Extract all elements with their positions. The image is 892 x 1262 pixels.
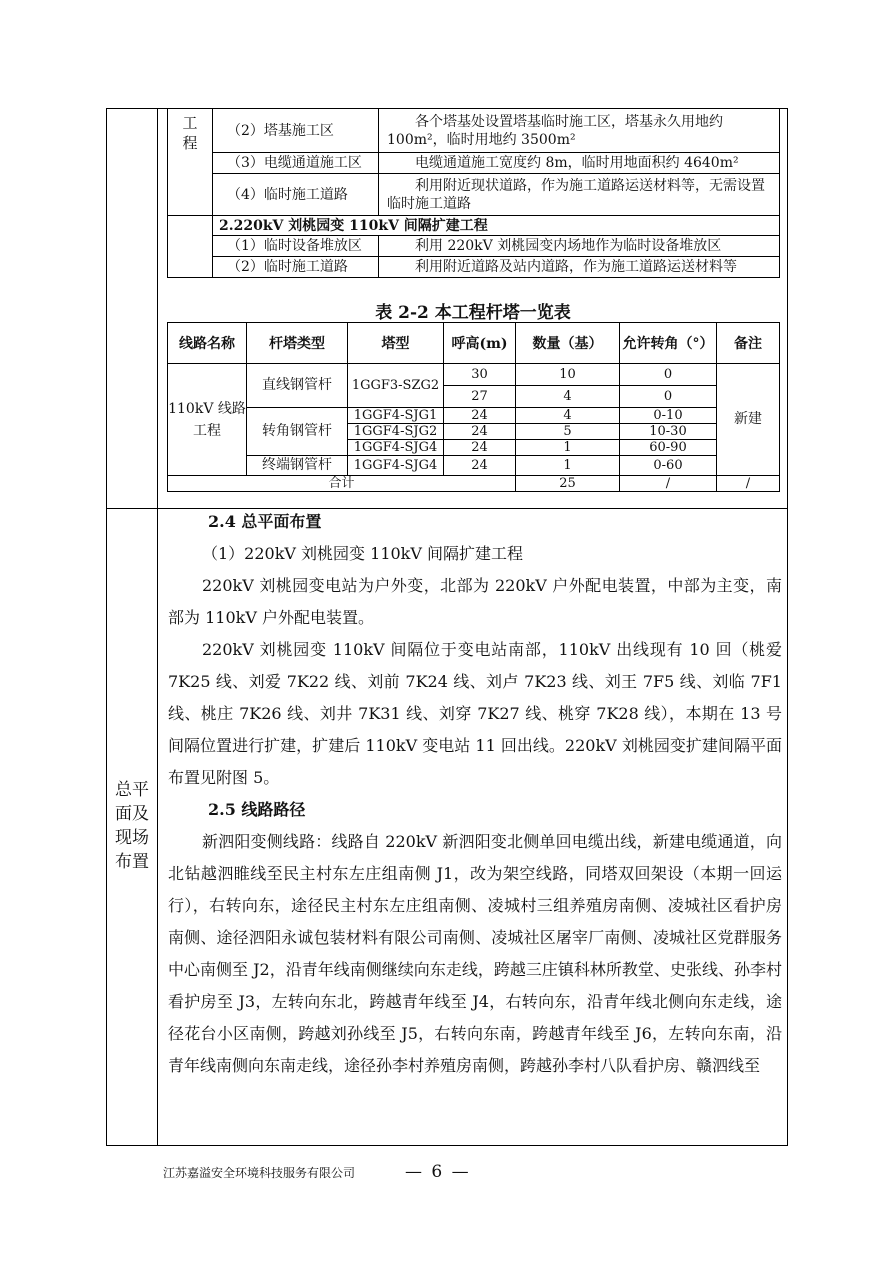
height-cell: 24: [444, 424, 516, 440]
tower-type-cell: 直线钢管杆: [247, 364, 348, 408]
angle-cell: 0-10: [620, 408, 717, 424]
left-column-divider: [157, 108, 158, 1146]
total-label: 合计: [168, 476, 516, 492]
area-desc: 各个塔基处设置塔基临时施工区，塔基永久用地约100m²，临时用地约 3500m²: [379, 109, 780, 153]
tower-model-cell: 1GGF4-SJG4: [348, 456, 444, 476]
construction-area-table: [167, 108, 780, 278]
section-heading: 2.5 线路路径: [208, 800, 306, 819]
tower-model-cell: 1GGF4-SJG2: [348, 424, 444, 440]
area-item: （4）临时施工道路: [213, 174, 379, 216]
table-row: [168, 236, 780, 257]
tower-type-cell: 终端钢管杆: [247, 456, 348, 476]
column-header: 杆塔类型: [247, 323, 348, 364]
area-desc: 利用附近现状道路，作为施工道路运送材料等，无需设置临时施工道路: [379, 174, 780, 216]
table-row: [168, 456, 780, 476]
tower-table: [167, 322, 780, 492]
tower-model-cell: 1GGF4-SJG4: [348, 440, 444, 456]
table-row: [168, 364, 780, 386]
empty-cell: [168, 216, 213, 278]
table-row: [168, 153, 780, 174]
table-row: [168, 257, 780, 278]
qty-cell: 4: [516, 386, 620, 408]
remark-cell: 新建: [717, 364, 780, 476]
column-header: 允许转角（°）: [620, 323, 717, 364]
table-row: [168, 408, 780, 424]
total-remark: /: [717, 476, 780, 492]
qty-cell: 4: [516, 408, 620, 424]
height-cell: 30: [444, 364, 516, 386]
angle-cell: 0: [620, 386, 717, 408]
qty-cell: 1: [516, 456, 620, 476]
category-label: 工 程: [168, 109, 213, 216]
angle-cell: 0-60: [620, 456, 717, 476]
area-item: （2）临时施工道路: [213, 257, 379, 278]
column-header: 呼高(m): [444, 323, 516, 364]
area-item: （3）电缆通道施工区: [213, 153, 379, 174]
height-cell: 27: [444, 386, 516, 408]
area-desc: 电缆通道施工宽度约 8m，临时用地面积约 4640m²: [379, 153, 780, 174]
total-angle: /: [620, 476, 717, 492]
height-cell: 24: [444, 408, 516, 424]
table-total-row: [168, 476, 780, 492]
paragraph: 220kV 刘桃园变 110kV 间隔位于变电站南部，110kV 出线现有 10 回（桃爱 7K25 线、刘爱 7K22 线、刘前 7K24 线、刘卢 7K23 线、刘王 7F5 线、刘临 7F1 线、桃庄 7K26 线、刘井 7K31 线、刘穿 7K27 线、桃穿 7K28 线），本期在 13 号间隔位置进行扩建，扩建后 110kV 变电站 11 回出线。220kV 刘桃园变扩建间隔平面布置见附图 5。: [168, 640, 782, 787]
table-header-row: [168, 323, 780, 364]
table-caption: 表 2-2 本工程杆塔一览表: [375, 303, 571, 323]
column-header: 数量（基）: [516, 323, 620, 364]
angle-cell: 60-90: [620, 440, 717, 456]
line-name-cell: 110kV 线路工程: [168, 364, 247, 476]
tower-model-cell: 1GGF3-SZG2: [348, 364, 444, 408]
area-item: （1）临时设备堆放区: [213, 236, 379, 257]
section-heading: 2.4 总平面布置: [208, 512, 322, 531]
area-desc: 利用 220kV 刘桃园变内场地作为临时设备堆放区: [379, 236, 780, 257]
height-cell: 24: [444, 456, 516, 476]
footer-company: 江苏嘉溢安全环境科技服务有限公司: [163, 1166, 356, 1180]
column-header: 塔型: [348, 323, 444, 364]
area-desc: 利用附近道路及站内道路，作为施工道路运送材料等: [379, 257, 780, 278]
qty-cell: 10: [516, 364, 620, 386]
angle-cell: 0: [620, 364, 717, 386]
qty-cell: 1: [516, 440, 620, 456]
tower-model-cell: 1GGF4-SJG1: [348, 408, 444, 424]
page-number: — 6 —: [405, 1162, 471, 1182]
section-header: 2.220kV 刘桃园变 110kV 间隔扩建工程: [213, 216, 780, 236]
table-row: [168, 174, 780, 216]
area-item: （2）塔基施工区: [213, 109, 379, 153]
section-body: [168, 506, 782, 1082]
paragraph: 220kV 刘桃园变电站为户外变，北部为 220kV 户外配电装置，中部为主变，南部为 110kV 户外配电装置。: [168, 576, 782, 627]
paragraph: 新泗阳变侧线路：线路自 220kV 新泗阳变北侧单回电缆出线，新建电缆通道，向北钻越泗睢线至民主村东左庄组南侧 J1，改为架空线路，同塔双回架设（本期一回运行），右转向东，途径民主村东左庄组南侧、凌城村三组养殖房南侧、凌城社区看护房南侧、途径泗阳永诚包装材料有限公司南侧、凌城社区屠宰厂南侧、凌城社区党群服务中心南侧至 J2，沿青年线南侧继续向东走线，跨越三庄镇科林所教堂、史张线、孙李村看护房至 J3，左转向东北，跨越青年线至 J4，右转向东，沿青年线北侧向东走线，途径花台小区南侧，跨越刘孙线至 J5，右转向东南，跨越青年线至 J6，左转向东南，沿青年线南侧向东南走线，途径孙李村养殖房南侧，跨越孙李村八队看护房、赣泗线至: [168, 832, 782, 1075]
table-row: [168, 216, 780, 236]
tower-type-cell: 转角钢管杆: [247, 408, 348, 456]
category-label-layout: 总平 面及 现场 布置: [115, 780, 149, 872]
qty-cell: 5: [516, 424, 620, 440]
angle-cell: 10-30: [620, 424, 717, 440]
total-qty: 25: [516, 476, 620, 492]
column-header: 备注: [717, 323, 780, 364]
height-cell: 24: [444, 440, 516, 456]
table-row: [168, 109, 780, 153]
column-header: 线路名称: [168, 323, 247, 364]
paragraph: （1）220kV 刘桃园变 110kV 间隔扩建工程: [202, 544, 524, 563]
